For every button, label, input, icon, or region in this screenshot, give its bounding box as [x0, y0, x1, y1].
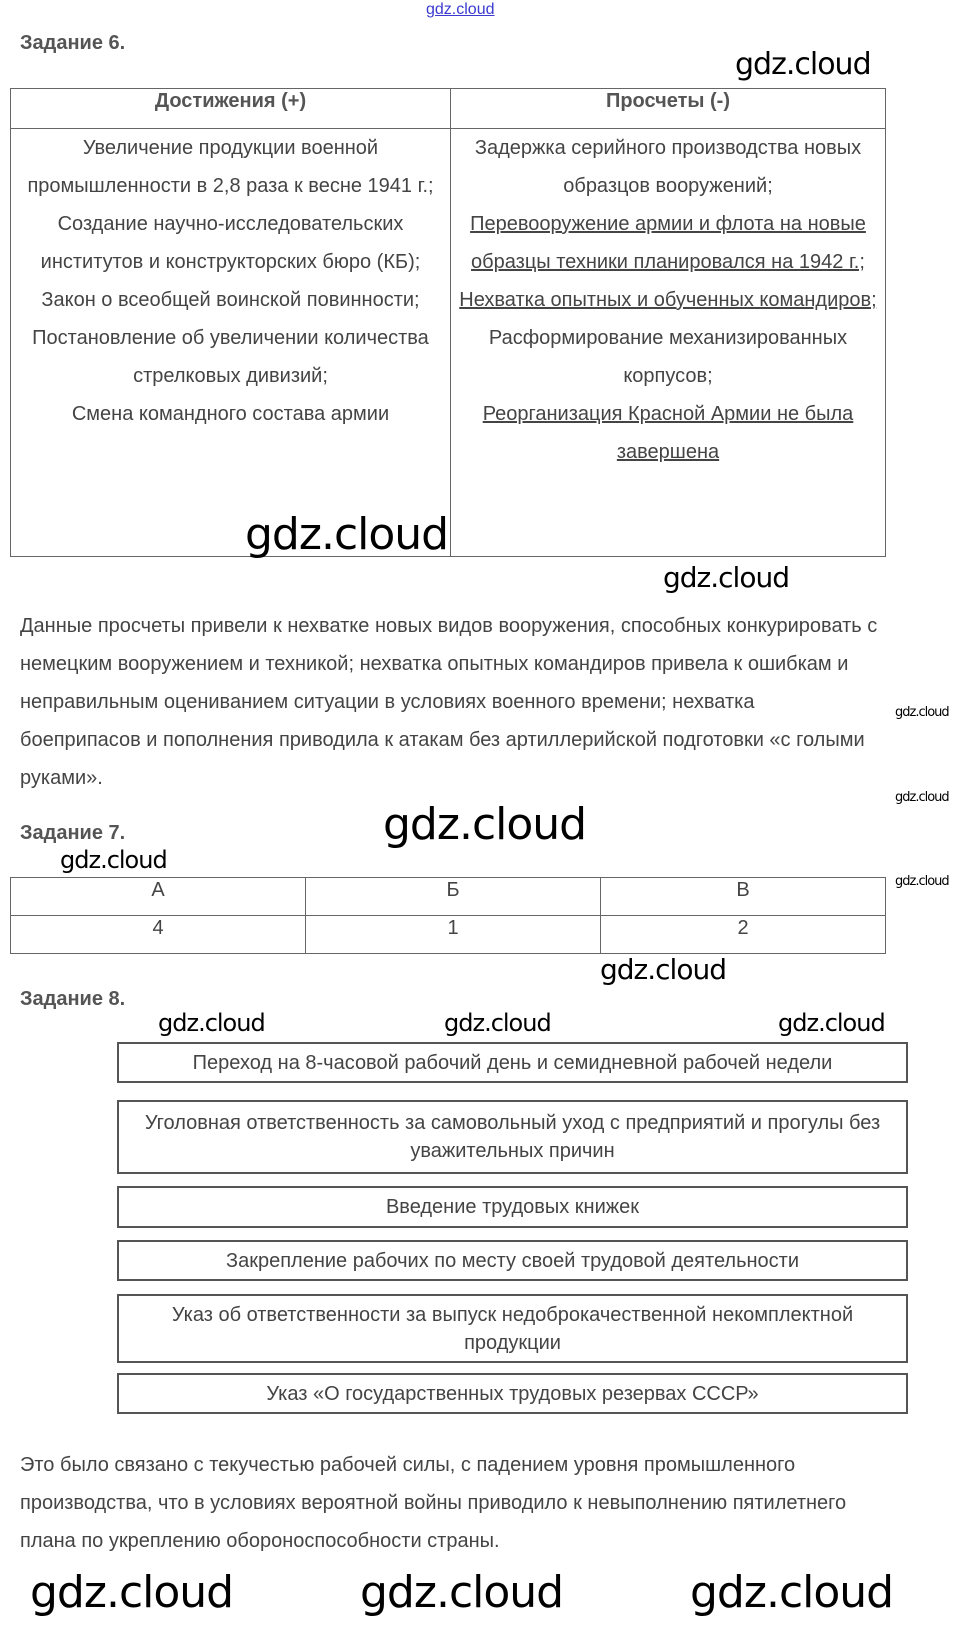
measure-box: Указ «О государственных трудовых резервах СССР» — [117, 1373, 908, 1414]
measure-box: Уголовная ответственность за самовольный уход с предприятий и прогулы без уважительных причин — [117, 1100, 908, 1174]
miscalculation: Перевооружение армии и флота на новые образцы техники планировался на 1942 г.; — [470, 213, 866, 273]
task6-table — [10, 88, 886, 557]
watermark: gdz.cloud — [383, 799, 587, 850]
miscalculation: Задержка серийного производства новых образцов вооружений; — [474, 137, 862, 197]
task6-title: Задание 6. — [20, 32, 126, 54]
watermark: gdz.cloud — [600, 953, 726, 986]
watermark: gdz.cloud — [360, 1567, 564, 1618]
watermark: gdz.cloud — [245, 509, 449, 560]
task6-paragraph: Данные просчеты привели к нехватке новых видов вооружения, способных конкурировать с немецким вооружением и техникой; нехватка опытных командиров привела к ошибкам и неправильным оцениванием ситуации в условиях военного времени; нехватка боеприпасов и пополнения приводила к атакам без артиллерийской подготовки «с голыми руками». — [20, 615, 878, 789]
site-link[interactable]: gdz.cloud — [426, 1, 495, 18]
answer-header: В — [601, 878, 886, 916]
achievement: Смена командного состава армии — [71, 403, 390, 425]
achievement: Увеличение продукции военной промышленности в 2,8 раза к весне 1941 г.; — [27, 137, 434, 197]
column-header: Просчеты (-) — [451, 89, 886, 129]
task8-paragraph: Это было связано с текучестью рабочей силы, с падением уровня промышленного производства, что в условиях вероятной войны приводило к невыполнению пятилетнего плана по укреплению обороноспособности страны. — [20, 1454, 847, 1552]
miscalculation: Нехватка опытных и обученных командиров; — [459, 289, 877, 311]
answer-value: 1 — [306, 916, 601, 954]
measure-box: Введение трудовых книжек — [117, 1186, 908, 1228]
watermark: gdz.cloud — [895, 705, 949, 720]
watermark: gdz.cloud — [663, 561, 789, 594]
miscalculation: Расформирование механизированных корпусов; — [488, 327, 848, 387]
column-header: Достижения (+) — [11, 89, 451, 129]
measure-box: Закрепление рабочих по месту своей трудовой деятельности — [117, 1240, 908, 1281]
watermark: gdz.cloud — [895, 790, 949, 805]
achievement: Создание научно-исследовательских институтов и конструкторских бюро (КБ); — [40, 213, 421, 273]
answer-header: Б — [306, 878, 601, 916]
watermark: gdz.cloud — [30, 1567, 234, 1618]
watermark: gdz.cloud — [158, 1009, 265, 1037]
watermark: gdz.cloud — [735, 47, 871, 82]
watermark: gdz.cloud — [778, 1009, 885, 1037]
watermark: gdz.cloud — [895, 874, 949, 889]
answer-value: 2 — [601, 916, 886, 954]
achievements-cell — [11, 129, 451, 557]
watermark: gdz.cloud — [690, 1567, 894, 1618]
answer-header: А — [11, 878, 306, 916]
achievement: Закон о всеобщей воинской повинности; — [41, 289, 420, 311]
measure-box: Переход на 8-часовой рабочий день и семидневной рабочей недели — [117, 1042, 908, 1083]
watermark: gdz.cloud — [444, 1009, 551, 1037]
achievement: Постановление об увеличении количества стрелковых дивизий; — [32, 327, 429, 387]
task7-title: Задание 7. — [20, 822, 126, 844]
answer-value: 4 — [11, 916, 306, 954]
watermark: gdz.cloud — [60, 846, 167, 874]
measure-box: Указ об ответственности за выпуск недоброкачественной некомплектной продукции — [117, 1294, 908, 1363]
task8-title: Задание 8. — [20, 988, 126, 1010]
miscalculation: Реорганизация Красной Армии не была завершена — [482, 403, 854, 463]
miscalculations-cell — [451, 129, 886, 557]
task7-table — [10, 877, 886, 954]
